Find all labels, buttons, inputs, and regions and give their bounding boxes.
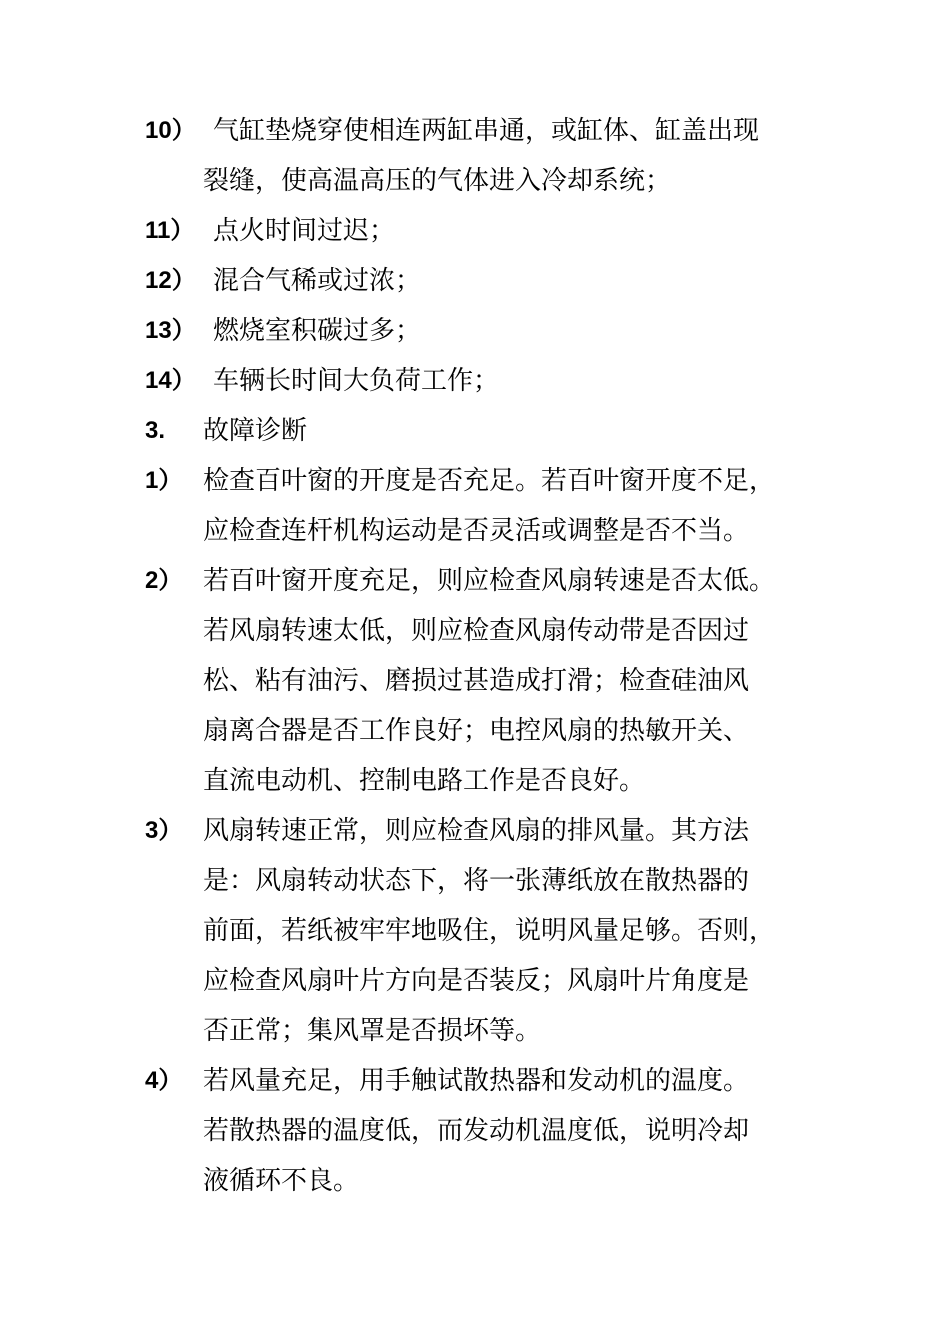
item-number: 14）	[145, 367, 196, 394]
item-number: 12）	[145, 267, 196, 294]
item-text: 直流电动机、控制电路工作是否良好。	[203, 766, 646, 796]
item-text: 否正常；集风罩是否损坏等。	[203, 1016, 542, 1046]
item-number: 13）	[145, 317, 196, 344]
section-title: 故障诊断	[203, 416, 308, 446]
item-text: 检查百叶窗的开度是否充足。若百叶窗开度不足，	[203, 466, 776, 496]
item-text: 若百叶窗开度充足，则应检查风扇转速是否太低。	[203, 566, 776, 596]
item-text: 应检查风扇叶片方向是否装反；风扇叶片角度是	[203, 966, 750, 996]
item-text: 前面，若纸被牢牢地吸住，说明风量足够。否则，	[203, 916, 776, 946]
item-text: 若散热器的温度低，而发动机温度低，说明冷却	[203, 1116, 750, 1146]
item-text: 若风扇转速太低，则应检查风扇传动带是否因过	[203, 616, 750, 646]
item-text: 燃烧室积碳过多；	[213, 316, 422, 346]
item-text: 应检查连杆机构运动是否灵活或调整是否不当。	[203, 516, 750, 546]
item-text: 扇离合器是否工作良好；电控风扇的热敏开关、	[203, 716, 750, 746]
item-number: 1）	[145, 467, 183, 494]
item-text: 点火时间过迟；	[213, 216, 396, 246]
item-text: 气缸垫烧穿使相连两缸串通，或缸体、缸盖出现	[213, 116, 760, 146]
item-number: 4）	[145, 1067, 183, 1094]
item-number: 10）	[145, 117, 196, 144]
item-text: 风扇转速正常，则应检查风扇的排风量。其方法	[203, 816, 750, 846]
item-number: 3）	[145, 817, 183, 844]
item-text: 裂缝，使高温高压的气体进入冷却系统；	[203, 166, 672, 196]
item-text: 混合气稀或过浓；	[213, 266, 422, 296]
section-number: 3.	[145, 417, 166, 444]
item-text: 是：风扇转动状态下，将一张薄纸放在散热器的	[203, 866, 750, 896]
item-number: 2）	[145, 567, 183, 594]
item-text: 松、粘有油污、磨损过甚造成打滑；检查硅油风	[203, 666, 750, 696]
item-number: 11）	[145, 217, 195, 244]
item-text: 液循环不良。	[203, 1166, 360, 1196]
item-text: 若风量充足，用手触试散热器和发动机的温度。	[203, 1066, 750, 1096]
item-text: 车辆长时间大负荷工作；	[213, 366, 500, 396]
